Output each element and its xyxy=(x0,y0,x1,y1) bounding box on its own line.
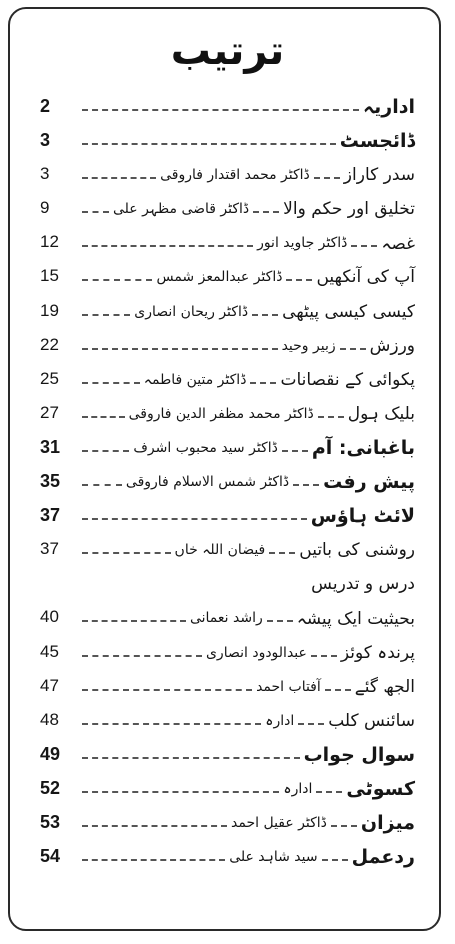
entry-content xyxy=(82,740,415,770)
entry-author: ادارہ xyxy=(283,780,313,797)
table-of-contents xyxy=(40,92,415,876)
entry-title: ڈائجسٹ xyxy=(339,130,415,153)
entry-title: پیش رفت xyxy=(323,471,415,494)
entry-title: سائنس کلب xyxy=(328,710,415,731)
entry-title: ورزش xyxy=(369,335,415,356)
toc-entry xyxy=(40,399,415,433)
leader-dashes xyxy=(282,450,308,452)
page-number: 19 xyxy=(40,300,59,320)
entry-content xyxy=(82,706,415,736)
entry-title: پکوائی کے نقصانات xyxy=(280,370,415,391)
leader-dashes xyxy=(82,314,130,316)
leader-dashes xyxy=(351,245,377,247)
leader-dashes xyxy=(298,723,324,725)
entry-author: ڈاکٹر جاوید انور xyxy=(257,235,348,252)
entry-author: زبیر وحید xyxy=(281,337,336,354)
entry-author: ڈاکٹر محمد اقتدار فاروقی xyxy=(160,167,310,184)
toc-entry xyxy=(40,228,415,262)
toc-entry xyxy=(40,297,415,331)
leader-dashes xyxy=(82,552,171,554)
toc-entry xyxy=(40,365,415,399)
page-number: 22 xyxy=(40,334,59,354)
leader-dashes xyxy=(82,791,279,793)
page-title: ترتیب xyxy=(170,28,285,74)
toc-entry xyxy=(40,638,415,672)
toc-entry xyxy=(40,501,415,535)
toc-entry xyxy=(40,467,415,501)
page-number: 12 xyxy=(40,232,59,252)
leader-dashes xyxy=(82,211,109,213)
entry-title: روشنی کی باتیں xyxy=(299,540,415,561)
entry-author: ڈاکٹر عبدالمعز شمس xyxy=(156,269,283,286)
entry-content xyxy=(82,331,415,361)
entry-title: کیسی کیسی پیٹھی xyxy=(282,301,415,322)
entry-content xyxy=(82,672,415,702)
entry-content xyxy=(82,433,415,463)
toc-entry xyxy=(40,262,415,296)
entry-content xyxy=(82,842,415,872)
page-number: 47 xyxy=(40,675,59,695)
leader-dashes xyxy=(82,177,156,179)
entry-author: فیضان اللہ خاں xyxy=(174,542,266,559)
toc-entry xyxy=(40,740,415,774)
toc-entry xyxy=(40,92,415,126)
entry-content xyxy=(82,262,415,292)
toc-entry xyxy=(40,126,415,160)
entry-title: آپ کی آنکھیں xyxy=(316,267,415,288)
leader-dashes xyxy=(322,859,348,861)
entry-content xyxy=(82,467,415,497)
entry-title: ردعمل xyxy=(351,846,415,869)
page-number: 25 xyxy=(40,368,59,388)
toc-entry xyxy=(40,569,415,603)
leader-dashes xyxy=(82,655,202,657)
entry-content xyxy=(82,126,415,156)
toc-entry xyxy=(40,194,415,228)
toc-entry xyxy=(40,842,415,876)
entry-author: ڈاکٹر سید محبوب اشرف xyxy=(133,439,278,456)
leader-dashes xyxy=(82,245,253,247)
page-number: 48 xyxy=(40,709,59,729)
leader-dashes xyxy=(82,279,152,281)
entry-title: غصہ xyxy=(381,233,415,254)
toc-entry xyxy=(40,808,415,842)
page-number: 3 xyxy=(40,130,51,151)
page-number: 45 xyxy=(40,641,59,661)
entry-title: الجھ گئے xyxy=(354,677,415,698)
leader-dashes xyxy=(311,655,337,657)
page-number: 27 xyxy=(40,402,59,422)
entry-title: سوال جواب xyxy=(303,743,415,766)
toc-entry xyxy=(40,160,415,194)
page-number: 52 xyxy=(40,777,61,798)
entry-title: بحیثیت ایک پیشہ xyxy=(296,608,415,629)
leader-dashes xyxy=(82,689,252,691)
leader-dashes xyxy=(82,450,129,452)
leader-dashes xyxy=(314,177,340,179)
page-number: 15 xyxy=(40,266,59,286)
entry-content xyxy=(82,603,415,633)
entry-author: سید شاہد علی xyxy=(229,849,318,866)
page-number: 49 xyxy=(40,743,61,764)
entry-content xyxy=(82,774,415,804)
entry-content xyxy=(82,399,415,429)
toc-entry xyxy=(40,706,415,740)
entry-author: ڈاکٹر محمد مظفر الدین فاروقی xyxy=(128,405,314,422)
entry-content xyxy=(82,297,415,327)
entry-title: بلیک ہول xyxy=(347,404,415,425)
entry-content xyxy=(82,228,415,258)
page-number: 53 xyxy=(40,811,61,832)
entry-author: عبدالودود انصاری xyxy=(205,644,307,661)
leader-dashes xyxy=(318,416,344,418)
leader-dashes xyxy=(82,825,227,827)
entry-content xyxy=(82,160,415,190)
leader-dashes xyxy=(82,723,261,725)
page-number: 3 xyxy=(40,164,50,184)
entry-title: باغبانی: آم xyxy=(311,436,415,459)
entry-content xyxy=(82,535,415,565)
page-number: 40 xyxy=(40,607,59,627)
entry-title: لائٹ ہاؤس xyxy=(310,505,415,528)
entry-author: راشد نعمانی xyxy=(189,610,263,627)
entry-author: ادارہ xyxy=(265,712,295,729)
toc-entry xyxy=(40,433,415,467)
toc-entry xyxy=(40,672,415,706)
leader-dashes xyxy=(340,348,366,350)
leader-dashes xyxy=(331,825,357,827)
page-number: 31 xyxy=(40,436,61,457)
entry-content xyxy=(82,501,415,531)
entry-title: سدر کاراز xyxy=(343,165,415,186)
page-number: 54 xyxy=(40,846,61,867)
entry-content xyxy=(82,638,415,668)
entry-title: میزان xyxy=(360,811,415,834)
leader-dashes xyxy=(82,416,125,418)
entry-author: ڈاکٹر شمس الاسلام فاروقی xyxy=(125,474,290,491)
toc-entry xyxy=(40,535,415,569)
leader-dashes xyxy=(82,109,359,111)
leader-dashes xyxy=(82,859,225,861)
entry-title: اداریہ xyxy=(363,96,415,118)
leader-dashes xyxy=(82,348,278,350)
entry-content xyxy=(82,569,415,599)
entry-title: تخلیق اور حکم والا xyxy=(283,199,415,220)
entry-author: ڈاکٹر متین فاطمہ xyxy=(143,371,247,388)
leader-dashes xyxy=(82,382,140,384)
entry-author: آفتاب احمد xyxy=(256,678,321,695)
entry-title: پرندہ کوئز xyxy=(340,643,415,663)
entry-author: ڈاکٹر قاضی مظہر علی xyxy=(112,201,250,218)
entry-title: کسوٹی xyxy=(346,777,415,800)
leader-dashes xyxy=(82,484,122,486)
entry-author: ڈاکٹر عقیل احمد xyxy=(231,814,327,831)
page-number: 37 xyxy=(40,505,61,526)
leader-dashes xyxy=(325,689,351,691)
entry-content xyxy=(82,365,415,395)
leader-dashes xyxy=(82,620,186,622)
page-number: 37 xyxy=(40,539,59,559)
leader-dashes xyxy=(252,314,278,316)
leader-dashes xyxy=(82,518,307,520)
leader-dashes xyxy=(250,382,276,384)
leader-dashes xyxy=(286,279,312,281)
page-number: 9 xyxy=(40,198,50,218)
entry-content xyxy=(82,194,415,224)
leader-dashes xyxy=(82,143,336,145)
leader-dashes xyxy=(269,552,295,554)
toc-entry xyxy=(40,774,415,808)
leader-dashes xyxy=(267,620,293,622)
entry-title: درس و تدریس xyxy=(311,574,415,595)
leader-dashes xyxy=(82,757,300,759)
page-number: 2 xyxy=(40,96,51,116)
entry-author: ڈاکٹر ریحان انصاری xyxy=(134,303,249,320)
toc-entry xyxy=(40,331,415,365)
page-number: 35 xyxy=(40,471,61,492)
leader-dashes xyxy=(316,791,342,793)
leader-dashes xyxy=(293,484,319,486)
entry-content xyxy=(82,808,415,838)
entry-content xyxy=(82,92,415,122)
leader-dashes xyxy=(253,211,279,213)
toc-entry xyxy=(40,603,415,637)
